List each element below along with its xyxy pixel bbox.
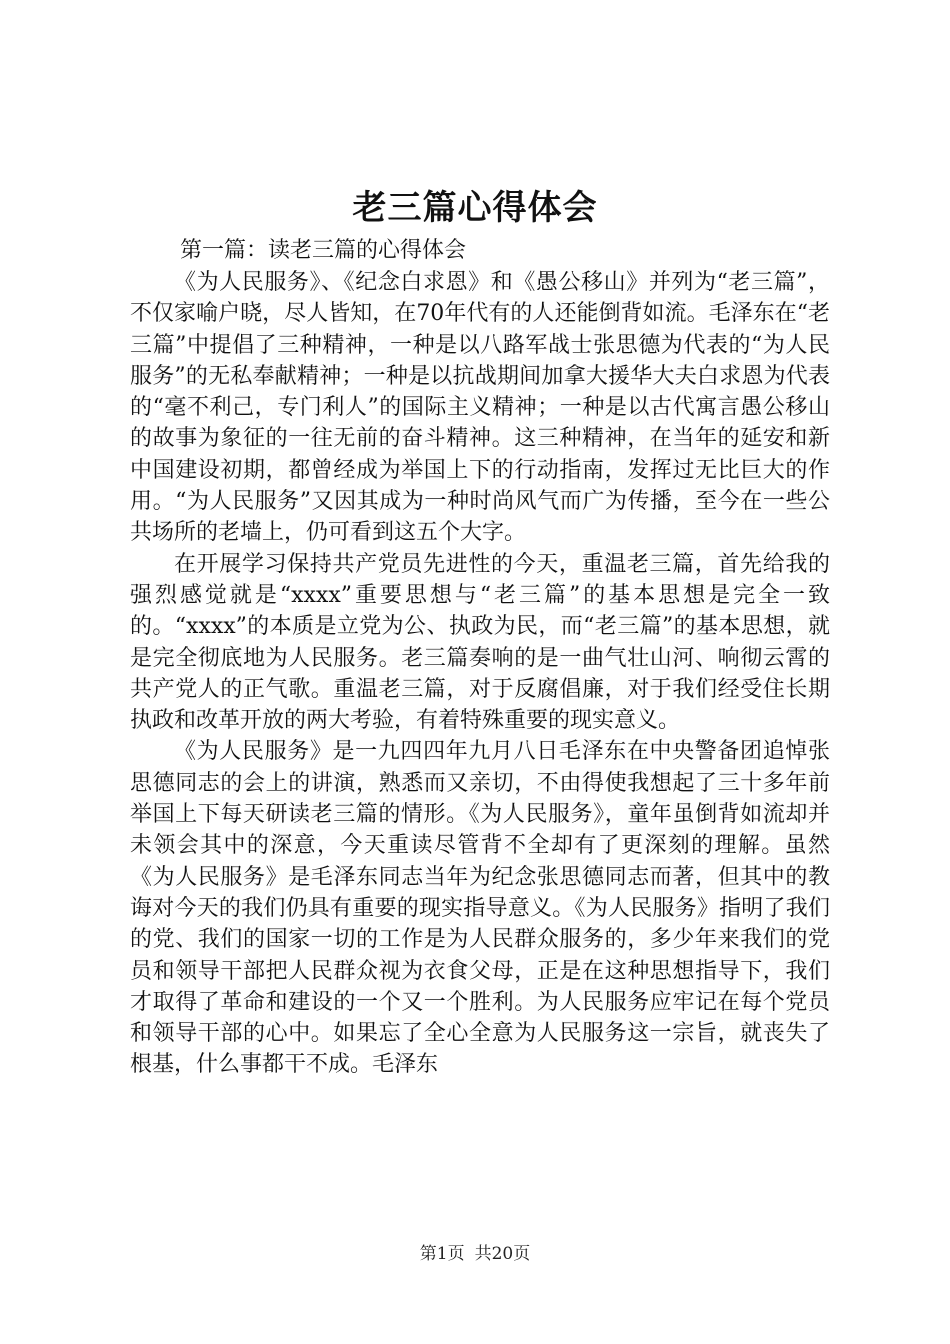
page-number: 第1页 <box>419 1244 465 1264</box>
page-footer <box>0 1242 950 1266</box>
paragraph-1: 《为人民服务》、《纪念白求恩》和《愚公移山》并列为“老三篇”，不仅家喻户晓，尽人皆知，在70年代有的人还能倒背如流。毛泽东在“老三篇”中提倡了三种精神，一种是以八路军战士张思德为代表的“为人民服务”的无私奉献精神；一种是以抗战期间加拿大援华大夫白求恩为代表的“毫不利己，专门利人”的国际主义精神；一种是以古代寓言愚公移山的故事为象征的一往无前的奋斗精神。这三种精神，在当年的延安和新中国建设初期，都曾经成为举国上下的行动指南，发挥过无比巨大的作用。“为人民服务”又因其成为一种时尚风气而广为传播，至今在一些公共场所的老墙上，仍可看到这五个大字。 <box>130 270 830 546</box>
paragraph-2: 在开展学习保持共产党员先进性的今天，重温老三篇，首先给我的强烈感觉就是“xxxx”重要思想与“老三篇”的基本思想是完全一致的。“xxxx”的本质是立党为公、执政为民，而“老三篇”的基本思想，就是完全彻底地为人民服务。老三篇奏响的是一曲气壮山河、响彻云霄的共产党人的正气歌。重温老三篇，对于反腐倡廉，对于我们经受住长期执政和改革开放的两大考验，有着特殊重要的现实意义。 <box>130 551 830 734</box>
document-title: 老三篇心得体会 <box>352 188 598 228</box>
document-body <box>130 234 830 1081</box>
paragraph-3: 《为人民服务》是一九四四年九月八日毛泽东在中央警备团追悼张思德同志的会上的讲演，熟悉而又亲切，不由得使我想起了三十多年前举国上下每天研读老三篇的情形。《为人民服务》，童年虽倒背如流却并未领会其中的深意，今天重读尽管背不全却有了更深刻的理解。虽然《为人民服务》是毛泽东同志当年为纪念张思德同志而著，但其中的教诲对今天的我们仍具有重要的现实指导意义。《为人民服务》指明了我们的党、我们的国家一切的工作是为人民群众服务的，多少年来我们的党员和领导干部把人民群众视为衣食父母，正是在这种思想指导下，我们才取得了革命和建设的一个又一个胜利。为人民服务应牢记在每个党员和领导干部的心中。如果忘了全心全意为人民服务这一宗旨，就丧失了根基，什么事都干不成。毛泽东 <box>130 739 830 1078</box>
page-total: 共20页 <box>474 1244 531 1264</box>
section-heading: 第一篇：读老三篇的心得体会 <box>180 238 467 263</box>
